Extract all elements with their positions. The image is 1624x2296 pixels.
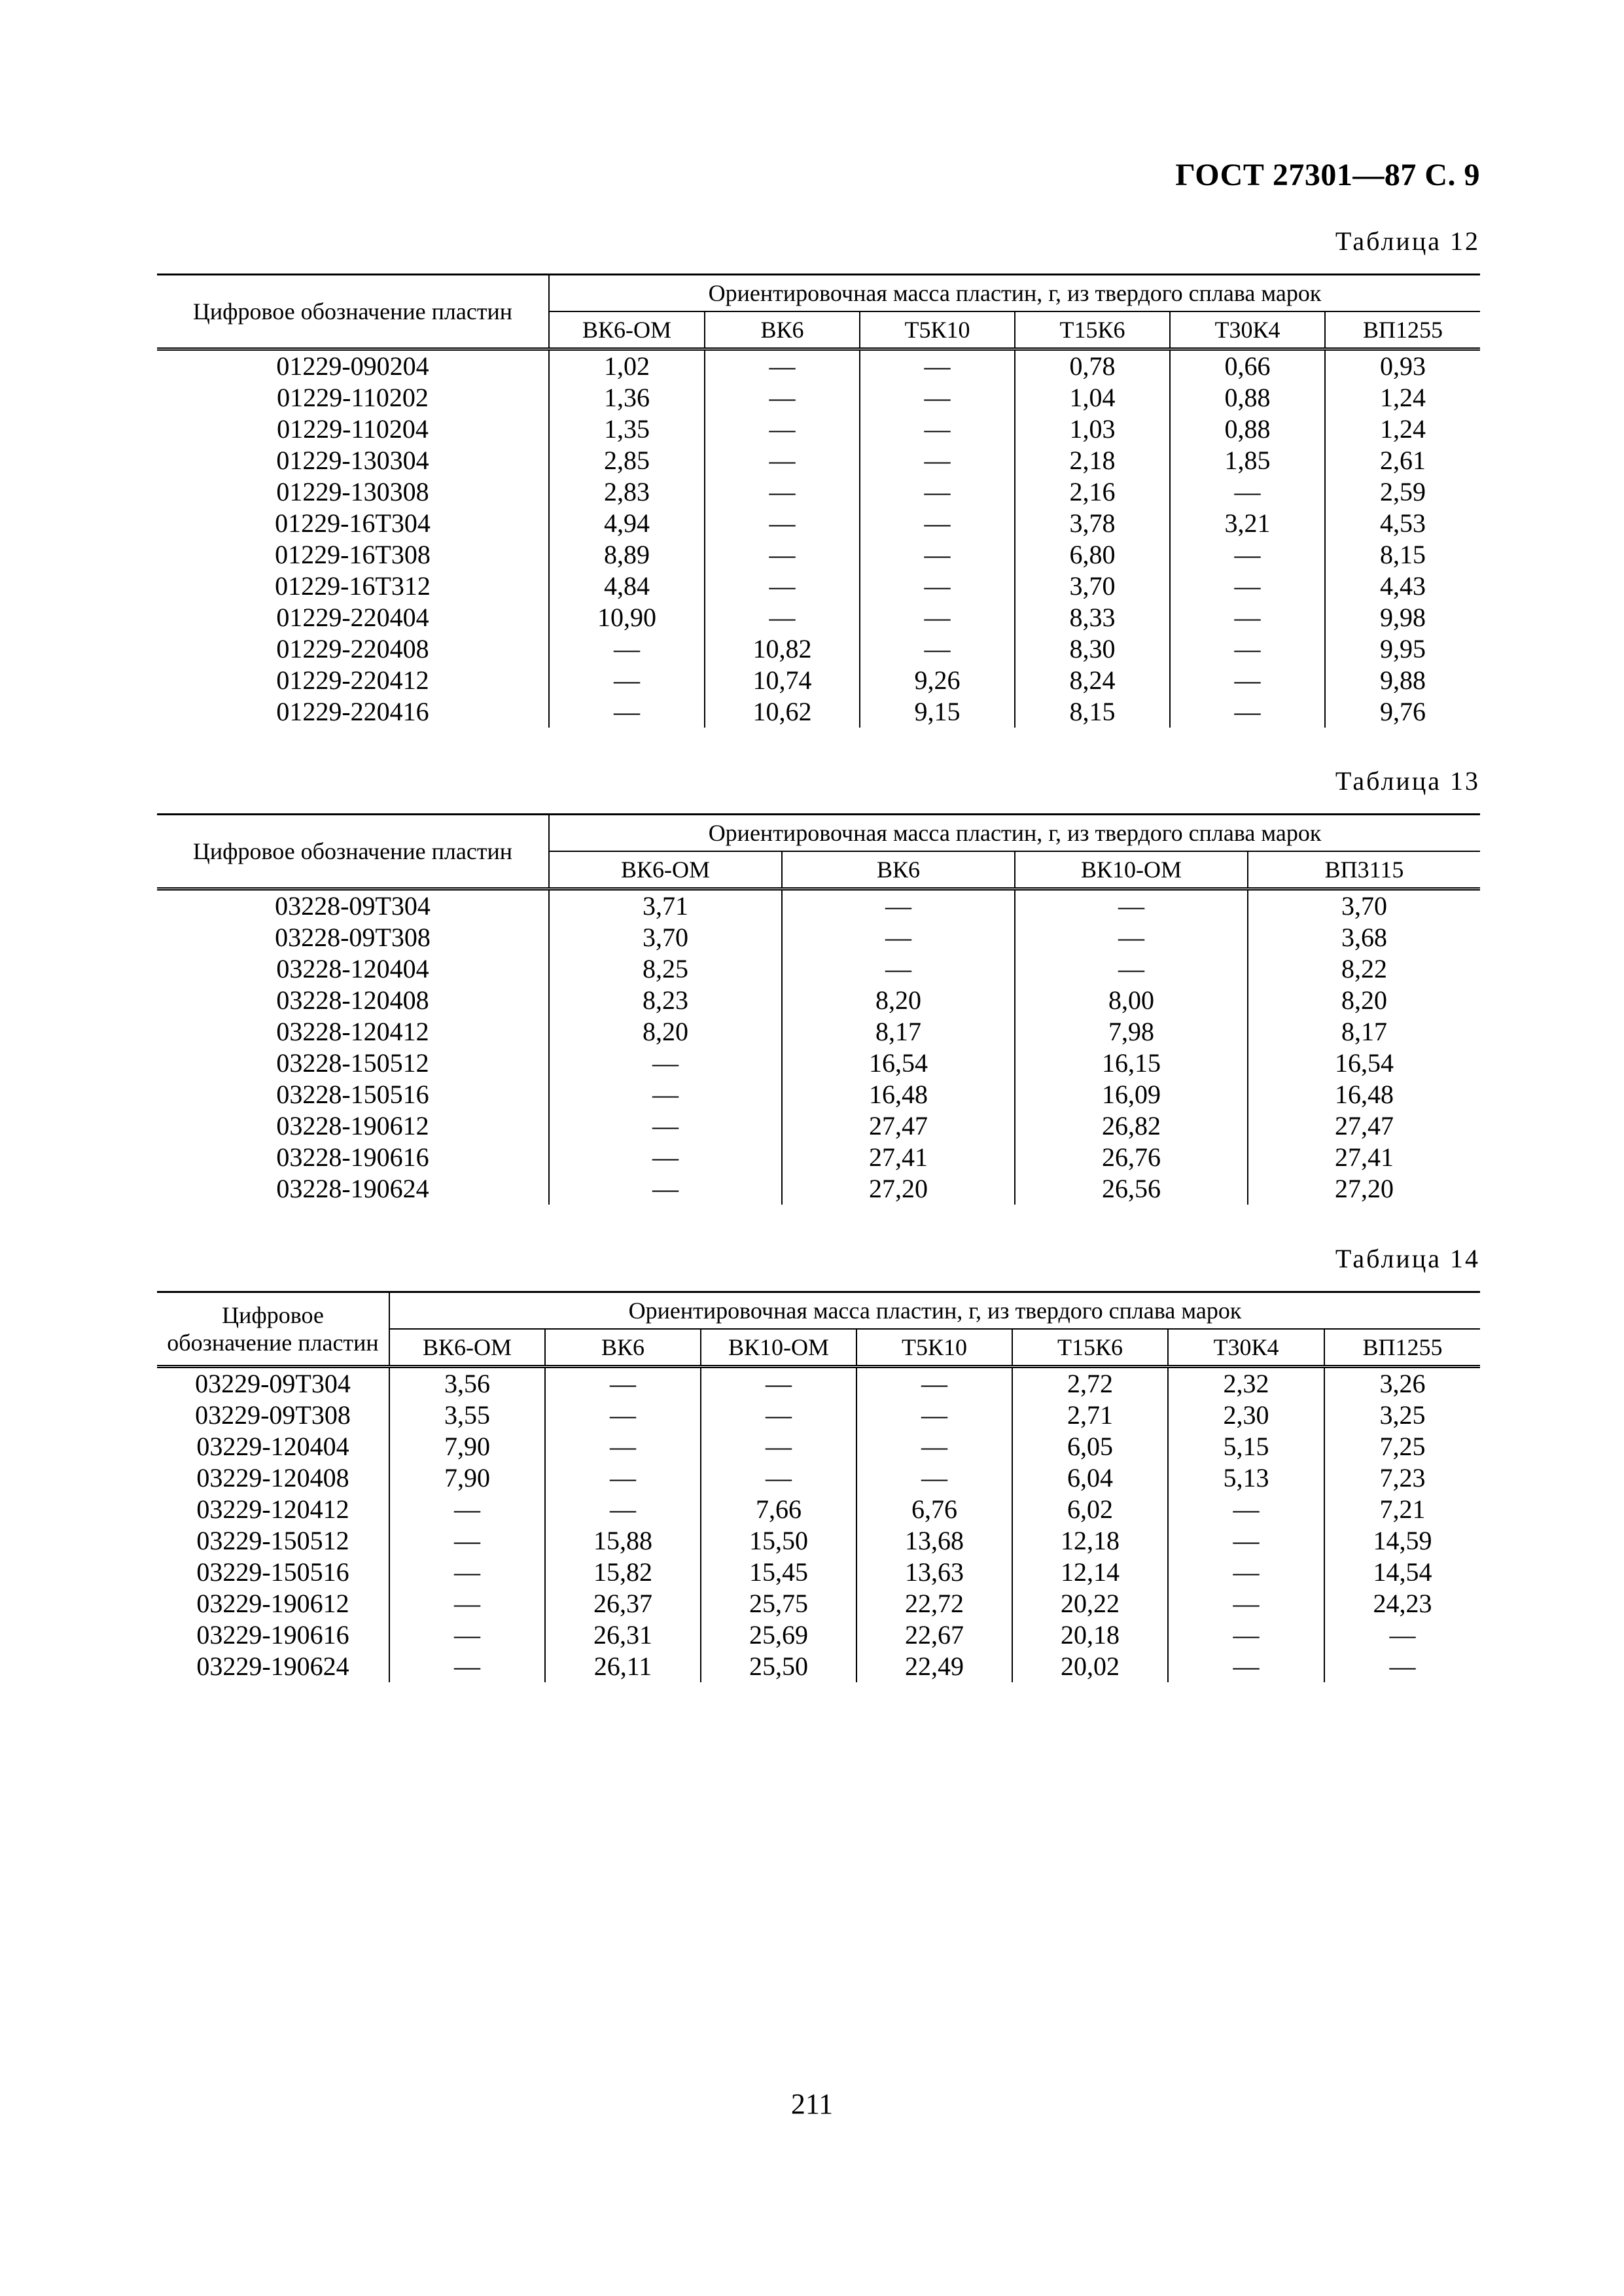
mass-value-cell: — <box>549 1173 782 1205</box>
mass-value-cell: 2,83 <box>549 476 705 508</box>
mass-value-cell: 7,25 <box>1379 1432 1426 1461</box>
mass-value-cell: 0,88 <box>1170 382 1325 414</box>
mass-value-cell: 8,89 <box>549 539 705 571</box>
mass-value-cell: — <box>860 414 1015 445</box>
mass-value-cell: 15,82 <box>545 1557 701 1588</box>
mass-value-cell: — <box>1015 953 1248 985</box>
mass-value-cell: — <box>549 696 705 728</box>
mass-value-cell: 3,78 <box>1015 508 1170 539</box>
mass-value-cell: 14,54 <box>1373 1557 1432 1587</box>
mass-value-cell: 3,55 <box>389 1400 545 1431</box>
mass-value-cell: 27,41 <box>782 1142 1015 1173</box>
mass-value-cell: — <box>856 1431 1012 1462</box>
plate-designation-cell: 03229-190616 <box>157 1619 389 1651</box>
plate-designation-cell: 03228-09Т304 <box>157 889 549 923</box>
brand-header: ВК6 <box>705 311 860 349</box>
mass-value-cell: — <box>856 1367 1012 1400</box>
mass-value-cell: 3,70 <box>1341 891 1388 921</box>
plate-designation-cell: 01229-220404 <box>157 602 549 633</box>
mass-value-cell: 14,59 <box>1373 1526 1432 1555</box>
table-row <box>157 1431 1480 1462</box>
mass-value-cell: 4,53 <box>1380 508 1426 538</box>
mass-value-cell: 9,88 <box>1380 665 1426 695</box>
mass-value-cell: 0,78 <box>1015 349 1170 383</box>
mass-value-cell: — <box>1168 1525 1324 1557</box>
mass-value-cell: 2,32 <box>1168 1367 1324 1400</box>
plate-designation-cell: 03229-150516 <box>157 1557 389 1588</box>
table-13 <box>157 813 1480 1205</box>
brand-header: ВК6 <box>782 851 1015 889</box>
mass-value-cell: 2,71 <box>1012 1400 1168 1431</box>
table-12 <box>157 274 1480 728</box>
plate-designation-cell: 03229-120412 <box>157 1494 389 1525</box>
brand-header: Т5К10 <box>856 1329 1012 1367</box>
mass-value-cell: 9,26 <box>860 665 1015 696</box>
mass-value-cell: 5,15 <box>1168 1431 1324 1462</box>
mass-value-cell: 26,37 <box>545 1588 701 1619</box>
brand-header: ВК10-ОМ <box>701 1329 856 1367</box>
page-number: 211 <box>790 2088 834 2120</box>
plate-designation-cell: 03228-150516 <box>157 1079 549 1110</box>
table-row <box>157 571 1480 602</box>
table-row <box>157 1619 1480 1651</box>
mass-value-cell: 2,16 <box>1015 476 1170 508</box>
brand-header: Т5К10 <box>860 311 1015 349</box>
mass-value-cell: — <box>1015 889 1248 923</box>
table-row <box>157 1016 1480 1048</box>
mass-value-cell: 3,21 <box>1170 508 1325 539</box>
table-row <box>157 1079 1480 1110</box>
plate-designation-cell: 03229-120408 <box>157 1462 389 1494</box>
mass-value-cell: 3,70 <box>1015 571 1170 602</box>
mass-value-cell: 22,67 <box>856 1619 1012 1651</box>
mass-value-cell: 5,13 <box>1168 1462 1324 1494</box>
mass-value-cell: — <box>860 633 1015 665</box>
mass-value-cell: 7,90 <box>389 1431 545 1462</box>
table-row <box>157 1142 1480 1173</box>
mass-value-cell: — <box>782 953 1015 985</box>
mass-value-cell: — <box>701 1367 856 1400</box>
mass-value-cell: — <box>389 1525 545 1557</box>
mass-value-cell: 1,24 <box>1380 414 1426 444</box>
mass-value-cell: 26,82 <box>1015 1110 1248 1142</box>
plate-designation-cell: 03229-120404 <box>157 1431 389 1462</box>
mass-value-cell: — <box>705 539 860 571</box>
brand-header: ВП1255 <box>1324 1329 1480 1367</box>
plate-designation-cell: 01229-220416 <box>157 696 549 728</box>
mass-value-cell: — <box>705 602 860 633</box>
mass-value-cell: 16,48 <box>782 1079 1015 1110</box>
mass-value-cell: — <box>860 445 1015 476</box>
table-row <box>157 1110 1480 1142</box>
mass-value-cell: 6,02 <box>1012 1494 1168 1525</box>
mass-value-cell: 12,18 <box>1012 1525 1168 1557</box>
mass-value-cell: 26,11 <box>545 1651 701 1682</box>
mass-value-cell: 27,47 <box>782 1110 1015 1142</box>
mass-value-cell: 3,71 <box>549 889 782 923</box>
table-row <box>157 539 1480 571</box>
mass-value-cell: 25,50 <box>701 1651 856 1682</box>
mass-value-cell: 1,24 <box>1380 383 1426 412</box>
table-12-caption: Таблица 12 <box>1335 226 1480 256</box>
mass-value-cell: 20,18 <box>1012 1619 1168 1651</box>
mass-value-cell: 15,50 <box>701 1525 856 1557</box>
table-row <box>157 1048 1480 1079</box>
mass-value-cell: — <box>705 571 860 602</box>
mass-value-cell: 15,88 <box>545 1525 701 1557</box>
mass-value-cell: 0,66 <box>1170 349 1325 383</box>
mass-value-cell: — <box>860 476 1015 508</box>
mass-value-cell: — <box>1389 1620 1416 1650</box>
mass-value-cell: 16,09 <box>1015 1079 1248 1110</box>
mass-value-cell: 16,54 <box>1335 1048 1394 1078</box>
mass-value-cell: — <box>1170 602 1325 633</box>
table-row <box>157 1525 1480 1557</box>
mass-value-cell: — <box>1015 922 1248 953</box>
mass-value-cell: 26,56 <box>1015 1173 1248 1205</box>
page-header: ГОСТ 27301—87 С. 9 <box>1175 158 1480 192</box>
brand-header: ВК6-ОМ <box>549 311 705 349</box>
plate-designation-cell: 03229-09Т304 <box>157 1367 389 1400</box>
mass-value-cell: 9,95 <box>1380 634 1426 663</box>
mass-value-cell: 10,82 <box>705 633 860 665</box>
mass-value-cell: — <box>1168 1651 1324 1682</box>
mass-value-cell: — <box>545 1431 701 1462</box>
mass-value-cell: 8,30 <box>1015 633 1170 665</box>
mass-value-cell: 8,20 <box>1341 985 1388 1015</box>
brand-header: ВП3115 <box>1248 851 1480 889</box>
mass-value-cell: — <box>549 1079 782 1110</box>
mass-value-cell: — <box>545 1367 701 1400</box>
mass-value-cell: 1,36 <box>549 382 705 414</box>
mass-value-cell: 24,23 <box>1373 1589 1432 1618</box>
mass-value-cell: — <box>1168 1619 1324 1651</box>
brand-header: ВК6-ОМ <box>549 851 782 889</box>
mass-value-cell: 10,62 <box>705 696 860 728</box>
brand-header: ВК10-ОМ <box>1015 851 1248 889</box>
mass-value-cell: 27,47 <box>1335 1111 1394 1140</box>
mass-value-cell: 20,02 <box>1012 1651 1168 1682</box>
plate-designation-cell: 03228-120408 <box>157 985 549 1016</box>
mass-value-cell: — <box>1170 476 1325 508</box>
mass-value-cell: 8,15 <box>1015 696 1170 728</box>
table-row <box>157 1462 1480 1494</box>
table-row <box>157 349 1480 383</box>
mass-value-cell: — <box>549 633 705 665</box>
table-row <box>157 922 1480 953</box>
mass-value-cell: 13,63 <box>856 1557 1012 1588</box>
mass-value-cell: — <box>701 1400 856 1431</box>
mass-value-cell: 7,98 <box>1015 1016 1248 1048</box>
mass-value-cell: — <box>701 1462 856 1494</box>
mass-value-cell: — <box>860 382 1015 414</box>
mass-value-cell: 22,72 <box>856 1588 1012 1619</box>
mass-value-cell: 2,85 <box>549 445 705 476</box>
mass-value-cell: 15,45 <box>701 1557 856 1588</box>
mass-value-cell: 3,56 <box>389 1367 545 1400</box>
mass-value-cell: — <box>389 1494 545 1525</box>
table-row <box>157 476 1480 508</box>
mass-value-cell: — <box>1389 1651 1416 1681</box>
plate-designation-cell: 01229-16Т308 <box>157 539 549 571</box>
designation-header: Цифровое обозначение пластин <box>157 275 549 349</box>
table-row <box>157 1651 1480 1682</box>
mass-value-cell: — <box>1168 1588 1324 1619</box>
mass-value-cell: — <box>549 1142 782 1173</box>
mass-value-cell: — <box>705 349 860 383</box>
brand-header: ВП1255 <box>1325 311 1480 349</box>
table-13-caption: Таблица 13 <box>1335 766 1480 796</box>
table-row <box>157 953 1480 985</box>
mass-value-cell: 1,85 <box>1170 445 1325 476</box>
mass-value-cell: 6,76 <box>856 1494 1012 1525</box>
table-row <box>157 889 1480 923</box>
mass-value-cell: 13,68 <box>856 1525 1012 1557</box>
mass-group-header: Ориентировочная масса пластин, г, из твердого сплава марок <box>389 1292 1480 1330</box>
mass-value-cell: — <box>1170 539 1325 571</box>
mass-value-cell: — <box>389 1651 545 1682</box>
mass-value-cell: 8,24 <box>1015 665 1170 696</box>
designation-header: Цифровое обозначение пластин <box>157 815 549 889</box>
table-row <box>157 985 1480 1016</box>
mass-value-cell: 16,54 <box>782 1048 1015 1079</box>
mass-value-cell: 3,70 <box>549 922 782 953</box>
mass-value-cell: — <box>1170 571 1325 602</box>
mass-value-cell: — <box>545 1462 701 1494</box>
mass-value-cell: — <box>701 1431 856 1462</box>
mass-value-cell: 0,88 <box>1170 414 1325 445</box>
mass-value-cell: — <box>860 571 1015 602</box>
plate-designation-cell: 03228-190612 <box>157 1110 549 1142</box>
brand-header: Т15К6 <box>1012 1329 1168 1367</box>
table-row <box>157 633 1480 665</box>
mass-value-cell: — <box>545 1494 701 1525</box>
plate-designation-cell: 01229-220412 <box>157 665 549 696</box>
plate-designation-cell: 03229-190612 <box>157 1588 389 1619</box>
mass-value-cell: — <box>860 508 1015 539</box>
table-row <box>157 1367 1480 1400</box>
mass-value-cell: 4,43 <box>1380 571 1426 601</box>
mass-value-cell: 9,76 <box>1380 697 1426 726</box>
table-row <box>157 1588 1480 1619</box>
plate-designation-cell: 01229-16Т312 <box>157 571 549 602</box>
mass-value-cell: 26,76 <box>1015 1142 1248 1173</box>
plate-designation-cell: 01229-130304 <box>157 445 549 476</box>
table-row <box>157 665 1480 696</box>
table-row <box>157 1494 1480 1525</box>
plate-designation-cell: 03229-190624 <box>157 1651 389 1682</box>
table-row <box>157 1173 1480 1205</box>
brand-header: ВК6-ОМ <box>389 1329 545 1367</box>
plate-designation-cell: 01229-130308 <box>157 476 549 508</box>
table-row <box>157 414 1480 445</box>
mass-value-cell: 20,22 <box>1012 1588 1168 1619</box>
mass-value-cell: 8,20 <box>782 985 1015 1016</box>
mass-value-cell: 8,15 <box>1380 540 1426 569</box>
mass-value-cell: — <box>389 1619 545 1651</box>
table-row <box>157 1400 1480 1431</box>
mass-value-cell: 3,68 <box>1341 923 1388 952</box>
mass-value-cell: — <box>782 889 1015 923</box>
mass-value-cell: 8,17 <box>782 1016 1015 1048</box>
mass-value-cell: 4,94 <box>549 508 705 539</box>
mass-value-cell: 3,25 <box>1379 1400 1426 1430</box>
mass-value-cell: 1,04 <box>1015 382 1170 414</box>
plate-designation-cell: 03228-09Т308 <box>157 922 549 953</box>
mass-value-cell: 8,20 <box>549 1016 782 1048</box>
mass-value-cell: 8,23 <box>549 985 782 1016</box>
plate-designation-cell: 03228-190616 <box>157 1142 549 1173</box>
mass-value-cell: 7,21 <box>1379 1494 1426 1524</box>
mass-value-cell: 2,61 <box>1380 446 1426 475</box>
mass-value-cell: — <box>1168 1494 1324 1525</box>
mass-value-cell: — <box>860 539 1015 571</box>
mass-value-cell: 27,20 <box>1335 1174 1394 1203</box>
mass-value-cell: — <box>1170 633 1325 665</box>
mass-value-cell: 25,69 <box>701 1619 856 1651</box>
mass-value-cell: 9,15 <box>860 696 1015 728</box>
mass-value-cell: — <box>705 445 860 476</box>
mass-value-cell: — <box>389 1557 545 1588</box>
mass-value-cell: 26,31 <box>545 1619 701 1651</box>
mass-value-cell: 16,48 <box>1335 1080 1394 1109</box>
plate-designation-cell: 03228-120404 <box>157 953 549 985</box>
mass-value-cell: 2,59 <box>1380 477 1426 506</box>
mass-value-cell: 1,03 <box>1015 414 1170 445</box>
mass-value-cell: 7,90 <box>389 1462 545 1494</box>
mass-value-cell: 4,84 <box>549 571 705 602</box>
table-row <box>157 382 1480 414</box>
mass-value-cell: 16,15 <box>1015 1048 1248 1079</box>
mass-value-cell: — <box>545 1400 701 1431</box>
mass-value-cell: — <box>1170 696 1325 728</box>
mass-value-cell: — <box>860 602 1015 633</box>
plate-designation-cell: 03228-150512 <box>157 1048 549 1079</box>
mass-value-cell: 7,23 <box>1379 1463 1426 1492</box>
mass-value-cell: 9,98 <box>1380 603 1426 632</box>
mass-value-cell: 6,80 <box>1015 539 1170 571</box>
plate-designation-cell: 01229-220408 <box>157 633 549 665</box>
plate-designation-cell: 03229-150512 <box>157 1525 389 1557</box>
mass-value-cell: 10,90 <box>549 602 705 633</box>
mass-value-cell: — <box>705 382 860 414</box>
designation-header: Цифровое обозначение пластин <box>157 1292 389 1367</box>
mass-value-cell: — <box>549 1110 782 1142</box>
table-14-caption: Таблица 14 <box>1335 1244 1480 1273</box>
mass-value-cell: — <box>549 665 705 696</box>
table-row <box>157 1557 1480 1588</box>
mass-value-cell: 2,72 <box>1012 1367 1168 1400</box>
mass-value-cell: 8,33 <box>1015 602 1170 633</box>
mass-value-cell: 27,20 <box>782 1173 1015 1205</box>
table-row <box>157 602 1480 633</box>
brand-header: Т30К4 <box>1170 311 1325 349</box>
mass-value-cell: 8,22 <box>1341 954 1388 983</box>
table-row <box>157 508 1480 539</box>
mass-value-cell: 7,66 <box>701 1494 856 1525</box>
mass-value-cell: 3,26 <box>1379 1369 1426 1398</box>
plate-designation-cell: 03229-09Т308 <box>157 1400 389 1431</box>
mass-value-cell: 6,04 <box>1012 1462 1168 1494</box>
plate-designation-cell: 01229-110202 <box>157 382 549 414</box>
plate-designation-cell: 01229-16Т304 <box>157 508 549 539</box>
table-14 <box>157 1291 1480 1682</box>
mass-value-cell: — <box>856 1462 1012 1494</box>
mass-value-cell: 12,14 <box>1012 1557 1168 1588</box>
brand-header: ВК6 <box>545 1329 701 1367</box>
mass-value-cell: — <box>705 508 860 539</box>
brand-header: Т30К4 <box>1168 1329 1324 1367</box>
table-row <box>157 696 1480 728</box>
mass-value-cell: 0,93 <box>1380 351 1426 381</box>
mass-value-cell: — <box>705 414 860 445</box>
mass-value-cell: 25,75 <box>701 1588 856 1619</box>
mass-value-cell: 6,05 <box>1012 1431 1168 1462</box>
mass-value-cell: 27,41 <box>1335 1142 1394 1172</box>
mass-value-cell: 2,18 <box>1015 445 1170 476</box>
mass-value-cell: — <box>860 349 1015 383</box>
mass-value-cell: 22,49 <box>856 1651 1012 1682</box>
mass-value-cell: 8,00 <box>1015 985 1248 1016</box>
brand-header: Т15К6 <box>1015 311 1170 349</box>
mass-value-cell: — <box>1170 665 1325 696</box>
mass-value-cell: 8,17 <box>1341 1017 1388 1046</box>
mass-value-cell: — <box>782 922 1015 953</box>
mass-value-cell: 1,02 <box>549 349 705 383</box>
mass-value-cell: 2,30 <box>1168 1400 1324 1431</box>
table-row <box>157 445 1480 476</box>
mass-value-cell: 1,35 <box>549 414 705 445</box>
mass-value-cell: 8,25 <box>549 953 782 985</box>
mass-group-header: Ориентировочная масса пластин, г, из твердого сплава марок <box>549 275 1480 312</box>
plate-designation-cell: 01229-090204 <box>157 349 549 383</box>
mass-value-cell: — <box>1168 1557 1324 1588</box>
mass-group-header: Ориентировочная масса пластин, г, из твердого сплава марок <box>549 815 1480 852</box>
mass-value-cell: — <box>856 1400 1012 1431</box>
mass-value-cell: 10,74 <box>705 665 860 696</box>
mass-value-cell: — <box>705 476 860 508</box>
mass-value-cell: — <box>549 1048 782 1079</box>
plate-designation-cell: 03228-120412 <box>157 1016 549 1048</box>
plate-designation-cell: 03228-190624 <box>157 1173 549 1205</box>
plate-designation-cell: 01229-110204 <box>157 414 549 445</box>
mass-value-cell: — <box>389 1588 545 1619</box>
